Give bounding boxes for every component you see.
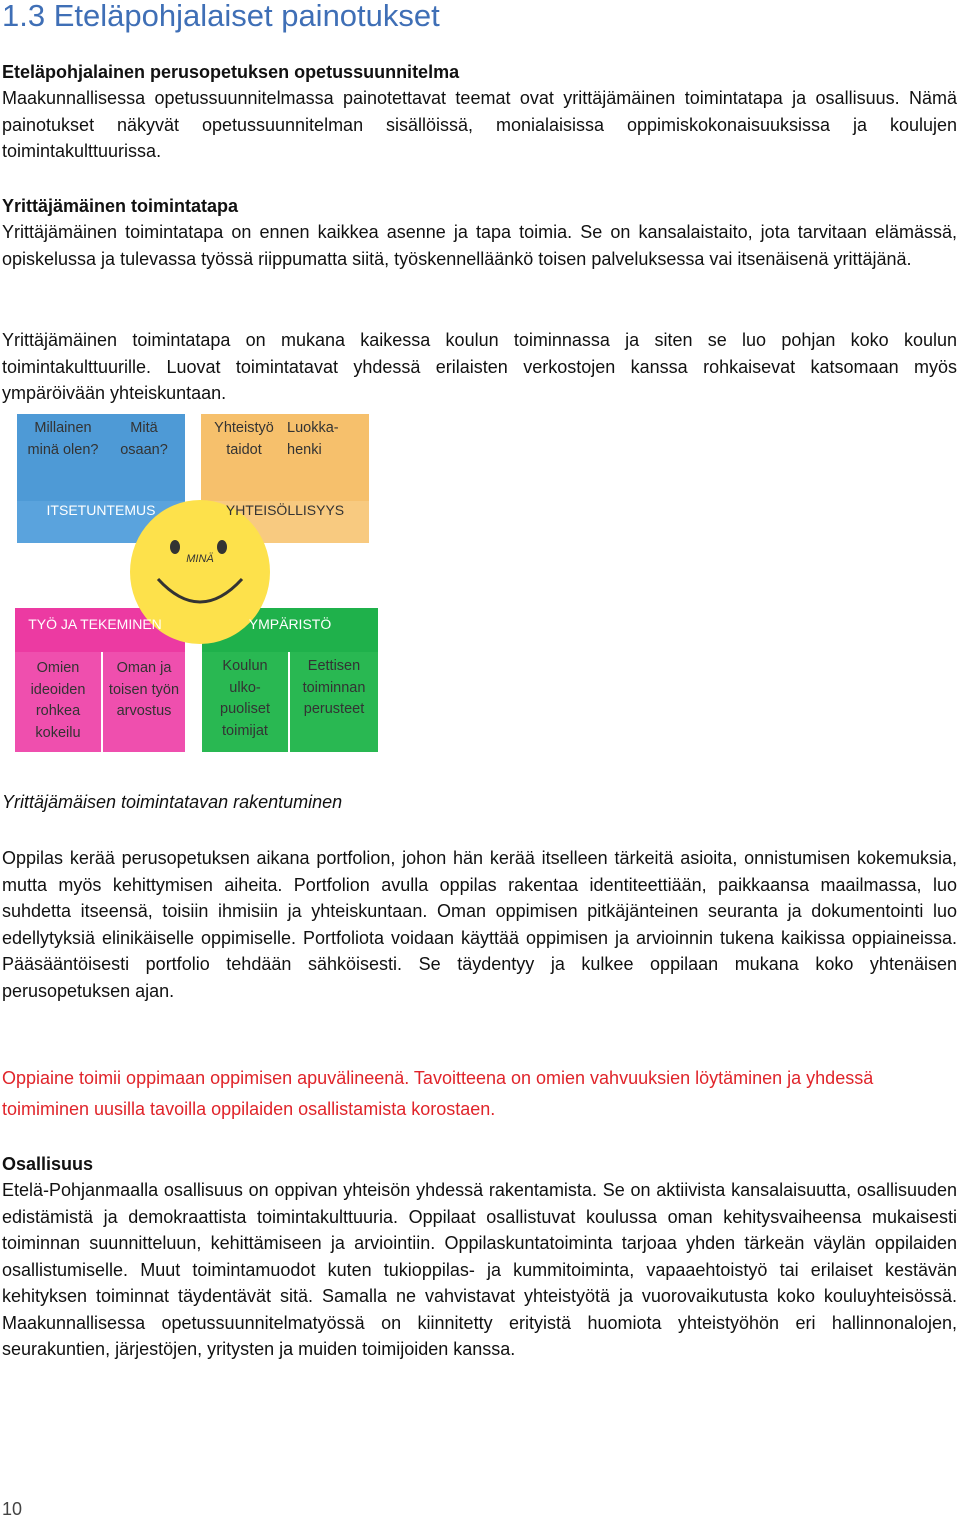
community-label: YHTEISÖLLISYYS <box>225 502 345 519</box>
entrepreneurial-heading: Yrittäjämäinen toimintatapa <box>2 196 239 216</box>
self-question-2: Mitä osaan? <box>120 420 168 458</box>
building-highlight: Oppiaine toimii oppimaan oppimisen apuvälineenä. Tavoitteena on omien vahvuuksien löytäminen ja yhdessä toimiminen uusilla tavoilla oppilaiden osallistamista korostaen. <box>2 1068 874 1119</box>
page-number: 10 <box>2 1499 23 1519</box>
building-paragraph: Oppilas kerää perusopetuksen aikana portfolion, johon hän kerää itselleen tärkeitä asioita, onnistumisen kokemuksia, mutta myös kehittymisen aiheita. Portfolion avulla oppilas rakentaa identiteettiään, paikkaansa maailmassa, luo suhdetta itseensä, toisiin ihmisiin ja yhteiskuntaan. Oman oppimisen pitkäjänteinen seuranta ja dokumentointi luo edellytyksiä elinikäiselle oppimiselle. Portfoliota voidaan käyttää oppimisen ja arvioinnin tukena kaikissa oppiaineissa. Pääsääntöisesti portfolio tehdään sähköisesti. Se täydentyy ja kulkee oppilaan mukana koko yhtenäisen perusopetuksen ajan. <box>2 848 957 1001</box>
environment-label: YMPÄRISTÖ <box>248 616 332 633</box>
participation-heading: Osallisuus <box>2 1154 94 1174</box>
work-label: TYÖ JA TEKEMINEN <box>28 616 162 633</box>
plan-heading: Eteläpohjalainen perusopetuksen opetussuunnitelma <box>2 62 460 82</box>
self-label: ITSETUNTEMUS <box>46 502 156 519</box>
environment-question-1: Koulun ulko-puoliset toimijat <box>220 658 270 739</box>
work-question-2: Oman ja toisen työn arvostus <box>108 660 180 719</box>
community-question-2: Luokka-henki <box>287 420 339 458</box>
work-question-1: Omien ideoiden rohkea kokeilu <box>30 660 86 741</box>
entrepreneurial-paragraph-1: Yrittäjämäinen toimintatapa on ennen kaikkea asenne ja tapa toimia. Se on kansalaistaito, jota tarvitaan elämässä, opiskelussa ja tulevassa työssä riippumatta siitä, työskennelläänkö toisen palveluksessa vai itsenäisenä yrittäjänä. <box>2 222 957 269</box>
center-label: MINÄ <box>186 553 214 565</box>
entrepreneurial-paragraph-2: Yrittäjämäinen toimintatapa on mukana kaikessa koulun toiminnassa ja siten se luo pohjan koko koulun toimintakulttuurille. Luovat toimintatavat yhdessä erilaisten verkostojen kanssa rohkaisevat katsomaan myös ympäröivään yhteiskuntaan. <box>2 330 957 403</box>
self-knowledge-diagram <box>15 412 380 754</box>
self-question-1: Millainen minä olen? <box>27 420 99 458</box>
building-heading: Yrittäjämäisen toimintatavan rakentuminen <box>2 792 343 812</box>
community-question-1: Yhteistyö taidot <box>214 420 274 458</box>
participation-paragraph: Etelä-Pohjanmaalla osallisuus on oppivan yhteisön yhdessä rakentamista. Se on aktiivista kansalaisuutta, osallisuuden edistämistä ja demokraattista toimintakulttuuria. Oppilaat osallistuvat koulussa oman kehitysvaiheensa mukaisesti toiminnan suunnitteluun, kehittämiseen ja arviointiin. Oppilaskuntatoiminta tarjoaa yhden tärkeän väylän oppilaiden osallistumiselle. Muut toimintamuodot kuten tukioppilas- ja kummitoiminta, vapaaehtoistyö tai erilaiset kestävän kehityksen toiminnat täydentävät sitä. Samalla ne vahvistavat yhteistyötä ja vuorovaikutusta koko kouluyhteisössä. Maakunnallisessa opetussuunnitelmatyössä on kiinnitetty erityistä huomiota yhteistyöhön eri hallinnonalojen, seurakuntien, järjestöjen, yritysten ja muiden toimijoiden kanssa. <box>2 1180 957 1359</box>
environment-question-2: Eettisen toiminnan perusteet <box>302 658 366 717</box>
page-title: 1.3 Eteläpohjalaiset painotukset <box>2 0 440 33</box>
plan-paragraph: Maakunnallisessa opetussuunnitelmassa painotettavat teemat ovat yrittäjämäinen toimintatapa ja osallisuus. Nämä painotukset näkyvät opetussuunnitelman sisällöissä, monialaisissa oppimiskokonaisuuksissa ja koulujen toimintakulttuurissa. <box>2 88 957 161</box>
